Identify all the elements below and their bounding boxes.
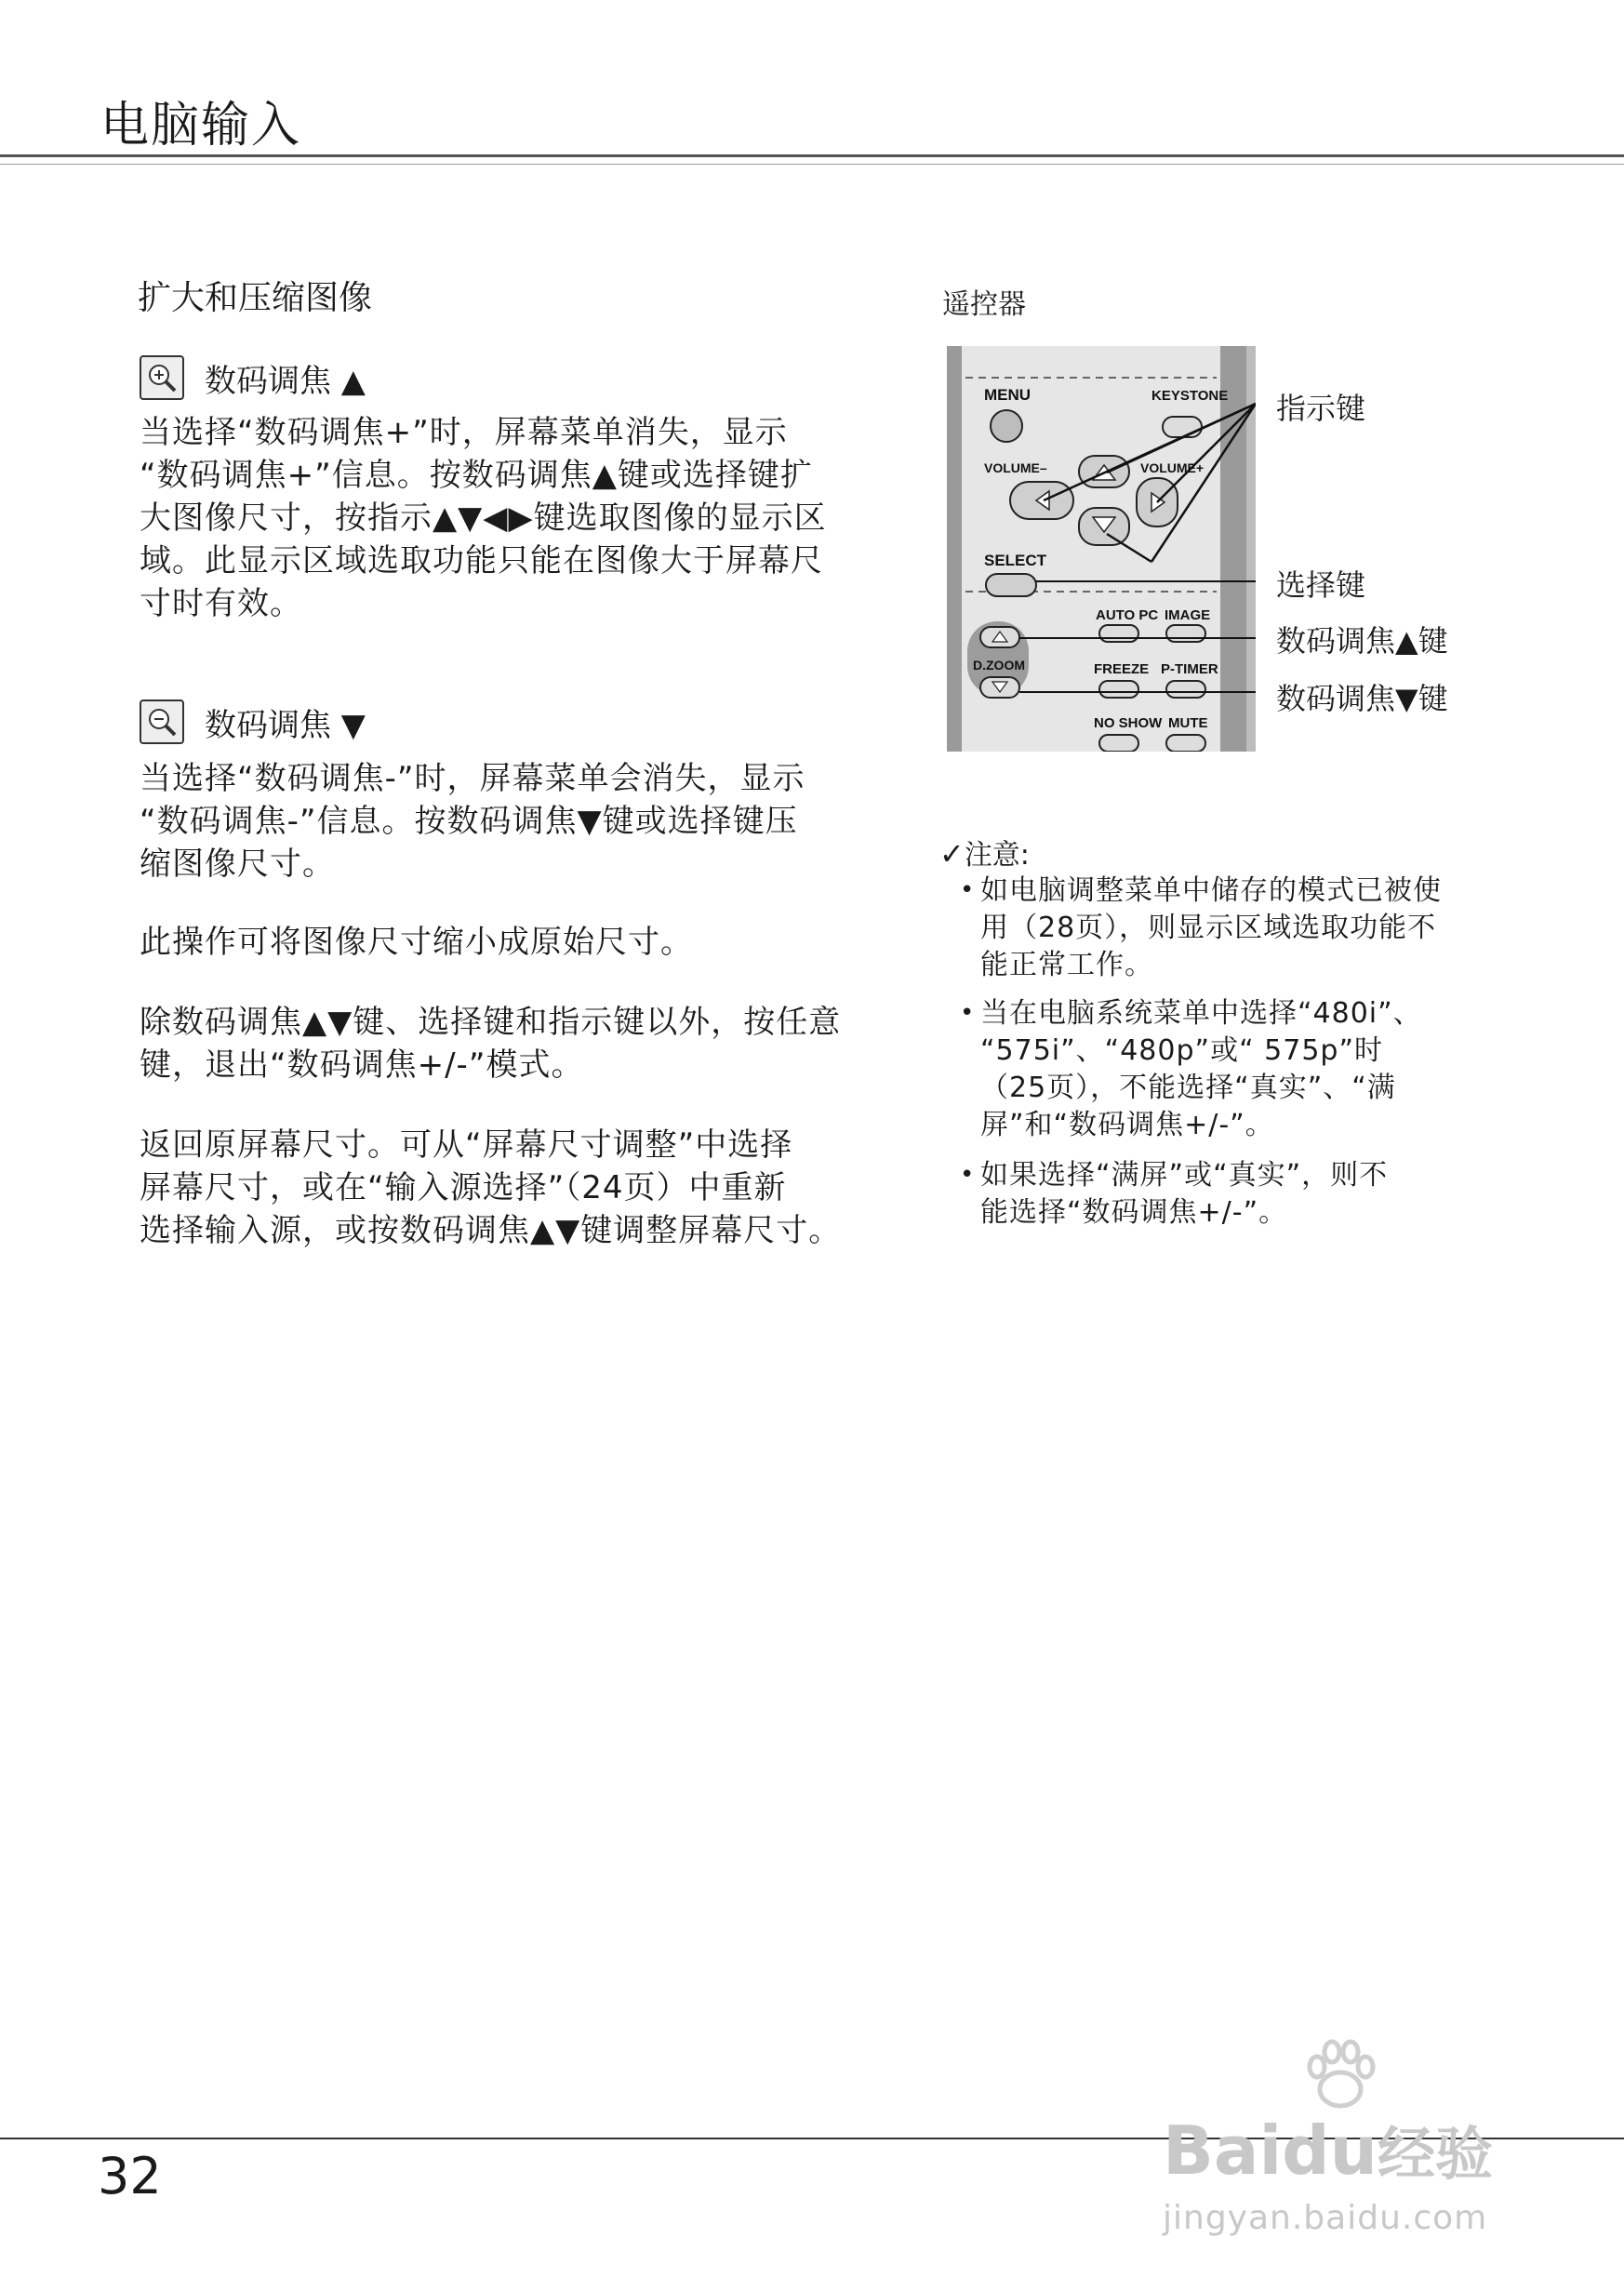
dzoom-label: D.ZOOM	[973, 658, 1025, 673]
text-line: 返回原屏幕尺寸。可从“屏幕尺寸调整”中选择	[140, 1126, 793, 1164]
text-line: 如果选择“满屏”或“真实”，则不	[980, 1159, 1389, 1192]
text-line: “575i”、“480p”或“ 575p”时	[980, 1034, 1383, 1067]
page-title: 电脑输入	[100, 98, 302, 153]
text-line: “数码调焦+”信息。按数码调焦▲键或选择键扩	[140, 457, 813, 494]
volume-minus-label: VOLUME–	[984, 460, 1047, 475]
watermark-brand-suffix: 经验	[1377, 2120, 1493, 2188]
mute-button[interactable]	[1166, 735, 1205, 752]
text-line: 能选择“数码调焦+/-”。	[980, 1196, 1288, 1229]
text-line: 屏幕尺寸，或在“输入源选择”（24页）中重新	[140, 1169, 787, 1206]
text-line: 键，退出“数码调焦+/-”模式。	[140, 1046, 584, 1084]
zoom-out-icon	[140, 699, 184, 744]
note-item	[960, 1157, 1464, 1232]
text-line: 屏”和“数码调焦+/-”。	[980, 1109, 1274, 1141]
restore-paragraph	[140, 1124, 921, 1252]
note-item	[960, 995, 1464, 1144]
freeze-label: FREEZE	[1094, 661, 1150, 677]
text-line: 域。此显示区域选取功能只能在图像大于屏幕尺	[140, 542, 823, 579]
select-key-label: 选择键	[1276, 567, 1366, 603]
page-number: 32	[98, 2147, 162, 2205]
image-button[interactable]	[1166, 625, 1205, 642]
menu-button[interactable]	[991, 410, 1022, 442]
menu-label: MENU	[984, 386, 1032, 404]
text-line: 如电脑调整菜单中储存的模式已被使	[980, 874, 1442, 907]
watermark	[1150, 2035, 1540, 2258]
exit-paragraph	[140, 1001, 921, 1086]
freeze-button[interactable]	[1099, 681, 1138, 698]
remote-control-diagram	[939, 342, 1256, 752]
text-line: 大图像尺寸，按指示▲▼◀▶键选取图像的显示区	[140, 500, 827, 537]
text-line: 当选择“数码调焦+”时，屏幕菜单消失，显示	[140, 414, 788, 451]
text-line: 缩图像尺寸。	[140, 846, 335, 883]
dzoom-down-key-label: 数码调焦▼键	[1276, 681, 1448, 716]
header-rule-bottom	[0, 164, 1624, 165]
note-item	[960, 873, 1464, 984]
auto-pc-button[interactable]	[1099, 625, 1138, 642]
watermark-url: jingyan.baidu.com	[1163, 2199, 1488, 2237]
text-line: （25页），不能选择“真实”、“满	[980, 1072, 1396, 1104]
bullet-icon: •	[960, 999, 975, 1027]
text-line: 选择输入源，或按数码调焦▲▼键调整屏幕尺寸。	[140, 1212, 842, 1249]
header-rule-top	[0, 154, 1624, 157]
text-line: 寸时有效。	[140, 585, 302, 622]
zoom-out-heading: 数码调焦 ▼	[205, 707, 366, 744]
no-show-button[interactable]	[1099, 735, 1138, 752]
keystone-label: KEYSTONE	[1151, 388, 1229, 404]
dzoom-up-key-label: 数码调焦▲键	[1276, 623, 1448, 659]
text-line: 当选择“数码调焦-”时，屏幕菜单会消失，显示	[140, 760, 805, 797]
zoom-in-description	[140, 411, 921, 625]
text-line: 能正常工作。	[980, 949, 1153, 981]
p-timer-button[interactable]	[1166, 681, 1205, 698]
select-label: SELECT	[984, 552, 1047, 569]
zoom-in-icon	[140, 355, 184, 400]
section-title: 扩大和压缩图像	[138, 279, 373, 317]
zoom-out-description	[140, 757, 921, 886]
text-line: 当在电脑系统菜单中选择“480i”、	[980, 997, 1422, 1030]
keystone-button[interactable]	[1163, 417, 1202, 437]
notes-header	[939, 832, 1030, 873]
text-line: 用（28页），则显示区域选取功能不	[980, 912, 1437, 944]
pointer-keys-label: 指示键	[1276, 391, 1366, 426]
zoom-in-heading: 数码调焦 ▲	[205, 363, 366, 400]
paw-icon	[1298, 2035, 1382, 2119]
watermark-brand	[1163, 2108, 1493, 2191]
image-label: IMAGE	[1165, 607, 1211, 623]
volume-plus-label: VOLUME+	[1140, 460, 1205, 475]
text-line: 除数码调焦▲▼键、选择键和指示键以外，按任意	[140, 1004, 842, 1041]
watermark-brand-text: Baidu	[1163, 2111, 1378, 2190]
checkmark-icon: ✓	[939, 836, 965, 872]
bullet-icon: •	[960, 1161, 975, 1189]
reduce-paragraph: 此操作可将图像尺寸缩小成原始尺寸。	[140, 924, 693, 961]
mute-label: MUTE	[1168, 715, 1208, 731]
remote-title: 遥控器	[942, 288, 1026, 321]
text-line: “数码调焦-”信息。按数码调焦▼键或选择键压	[140, 803, 798, 840]
notes-title: 注意:	[964, 839, 1030, 872]
auto-pc-label: AUTO PC	[1096, 607, 1159, 623]
bullet-icon: •	[960, 876, 975, 904]
no-show-label: NO SHOW	[1094, 715, 1163, 731]
p-timer-label: P-TIMER	[1161, 661, 1218, 677]
select-button[interactable]	[986, 574, 1036, 596]
